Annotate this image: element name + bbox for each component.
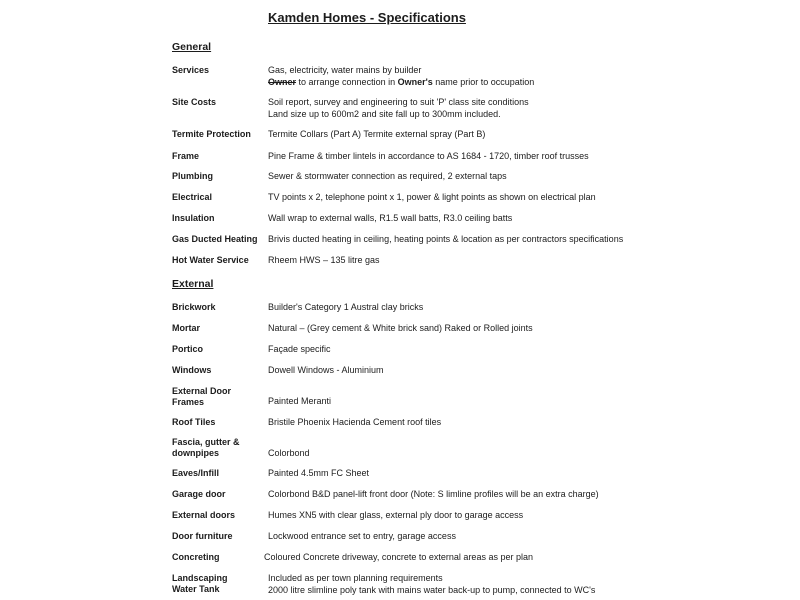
spec-label-windows: Windows: [172, 365, 212, 375]
spec-label-insulation: Insulation: [172, 213, 215, 223]
spec-label-plumbing: Plumbing: [172, 171, 213, 181]
spec-value-water-tank: 2000 litre slimline poly tank with mains water back-up to pump, connected to WC's: [268, 585, 596, 595]
spec-label-external-doors: External doors: [172, 510, 236, 520]
fascia-label-line-2: downpipes: [172, 448, 219, 458]
services-owner-struck: Owner: [268, 77, 297, 87]
spec-value-external-doors: Humes XN5 with clear glass, external ply door to garage access: [268, 510, 524, 520]
spec-label-portico: Portico: [172, 344, 204, 354]
section-heading-external: External: [172, 278, 214, 290]
spec-label-concreting: Concreting: [172, 552, 220, 562]
spec-value-gas-ducted-heating: Brivis ducted heating in ceiling, heating points & location as per contractors specifications: [268, 234, 624, 244]
spec-value-concreting: Coloured Concrete driveway, concrete to external areas as per plan: [264, 552, 533, 562]
spec-value-eaves-infill: Painted 4.5mm FC Sheet: [268, 468, 370, 478]
spec-label-frame: Frame: [172, 151, 200, 161]
services-line-1: Gas, electricity, water mains by builder: [268, 65, 422, 75]
spec-value-insulation: Wall wrap to external walls, R1.5 wall batts, R3.0 ceiling batts: [268, 213, 513, 223]
spec-value-frame: Pine Frame & timber lintels in accordance to AS 1684 - 1720, timber roof trusses: [268, 151, 589, 161]
spec-value-electrical: TV points x 2, telephone point x 1, power & light points as shown on electrical plan: [268, 192, 596, 202]
spec-label-site-costs: Site Costs: [172, 97, 217, 107]
spec-value-services: [268, 64, 534, 88]
spec-label-fascia: [172, 437, 240, 459]
spec-label-external-door-frames: [172, 386, 231, 408]
services-owner-name: Owner's: [397, 77, 433, 87]
spec-label-garage-door: Garage door: [172, 489, 226, 499]
spec-value-landscaping: Included as per town planning requirements: [268, 573, 443, 583]
section-heading-general: General: [172, 41, 212, 53]
spec-value-hot-water-service: Rheem HWS – 135 litre gas: [268, 255, 380, 265]
spec-label-termite-protection: Termite Protection: [172, 129, 251, 139]
spec-label-electrical: Electrical: [172, 192, 213, 202]
spec-label-gas-ducted-heating: Gas Ducted Heating: [172, 234, 258, 244]
spec-value-roof-tiles: Bristile Phoenix Hacienda Cement roof tiles: [268, 417, 442, 427]
spec-value-door-furniture: Lockwood entrance set to entry, garage access: [268, 531, 456, 541]
spec-label-hot-water-service: Hot Water Service: [172, 255, 249, 265]
spec-label-brickwork: Brickwork: [172, 302, 216, 312]
spec-label-eaves-infill: Eaves/Infill: [172, 468, 220, 478]
spec-value-termite-protection: Termite Collars (Part A) Termite external spray (Part B): [268, 129, 486, 139]
spec-label-landscaping: Landscaping: [172, 573, 228, 583]
document-title: Kamden Homes - Specifications: [268, 10, 466, 25]
spec-label-door-furniture: Door furniture: [172, 531, 233, 541]
fascia-label-line-1: Fascia, gutter &: [172, 437, 240, 447]
spec-label-mortar: Mortar: [172, 323, 201, 333]
spec-value-plumbing: Sewer & stormwater connection as required, 2 external taps: [268, 171, 507, 181]
services-line-2-end: name prior to occupation: [432, 77, 535, 87]
spec-value-brickwork: Builder's Category 1 Austral clay bricks: [268, 302, 424, 312]
external-door-frames-label-line-2: Frames: [172, 397, 205, 407]
spec-value-external-door-frames: Painted Meranti: [268, 396, 332, 406]
spec-label-water-tank: Water Tank: [172, 584, 220, 594]
external-door-frames-label-line-1: External Door: [172, 386, 232, 396]
site-costs-line-1: Soil report, survey and engineering to suit 'P' class site conditions: [268, 97, 529, 107]
services-line-2-mid: to arrange connection in: [296, 77, 398, 87]
spec-value-fascia: Colorbond: [268, 448, 310, 458]
spec-value-portico: Façade specific: [268, 344, 331, 354]
spec-label-services: Services: [172, 65, 210, 75]
spec-value-windows: Dowell Windows - Aluminium: [268, 365, 384, 375]
spec-label-roof-tiles: Roof Tiles: [172, 417, 216, 427]
spec-value-garage-door: Colorbond B&D panel-lift front door (Note: S limline profiles will be an extra charge): [268, 489, 599, 499]
spec-value-site-costs: [268, 96, 529, 120]
spec-value-mortar: Natural – (Grey cement & White brick sand) Raked or Rolled joints: [268, 323, 533, 333]
site-costs-line-2: Land size up to 600m2 and site fall up to 300mm included.: [268, 109, 501, 119]
services-line-2: [268, 76, 534, 88]
